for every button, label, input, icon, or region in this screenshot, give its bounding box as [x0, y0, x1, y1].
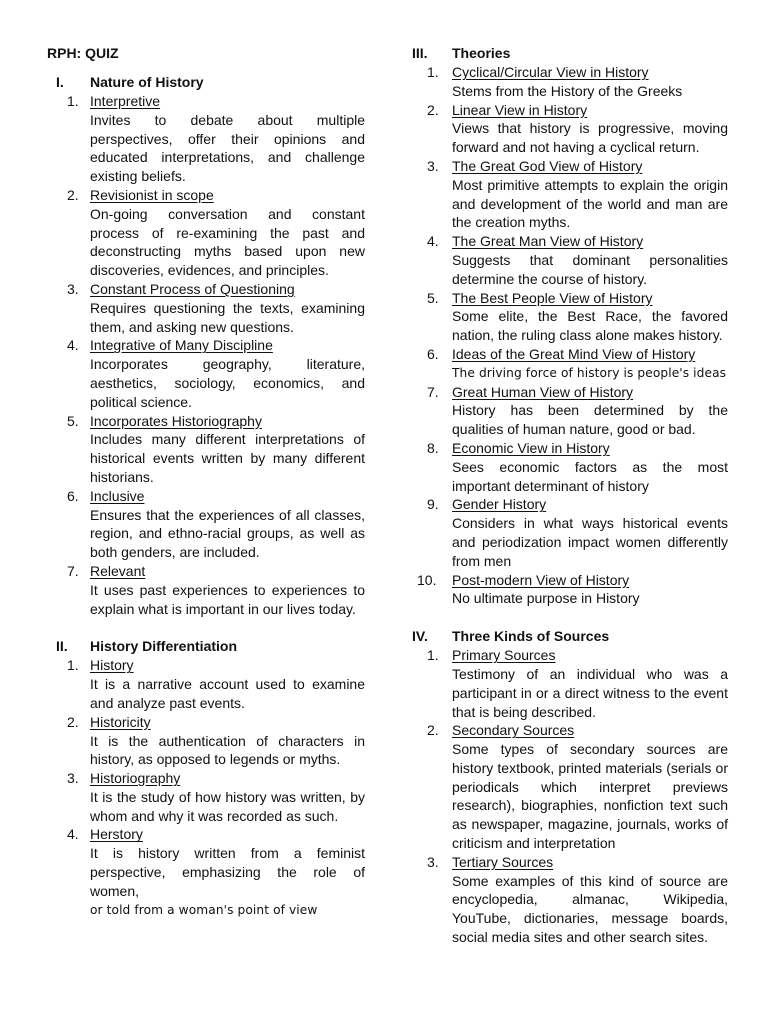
- section: [412, 627, 728, 947]
- item-description: Sees economic factors as the most important determinant of history: [452, 458, 728, 494]
- item-description: It is history written from a feminist perspective, emphasizing the role of women,: [90, 845, 365, 899]
- list-item: [47, 562, 365, 618]
- item-description: It is the study of how history was written, by whom and why it was recorded as such.: [90, 788, 365, 824]
- item-title: Linear View in History: [452, 101, 588, 118]
- item-description: No ultimate purpose in History: [452, 590, 640, 607]
- item-title: Revisionist in scope: [90, 186, 214, 203]
- section-heading: [412, 44, 728, 63]
- item-title: Incorporates Historiography: [90, 412, 262, 429]
- item-title: Integrative of Many Discipline: [90, 337, 273, 354]
- item-number: 1.: [67, 93, 79, 109]
- item-title: Ideas of the Great Mind View of History: [452, 345, 696, 362]
- item-title: The Great Man View of History: [452, 233, 644, 250]
- section-numeral: II.: [56, 638, 68, 655]
- item-description: Invites to debate about multiple perspectives, offer their opinions and educated interpretations, and challenge existing beliefs.: [90, 111, 365, 185]
- item-description: It uses past experiences to experiences to explain what is important in our lives today.: [90, 581, 365, 617]
- section-heading: [47, 73, 365, 92]
- item-title: Herstory: [90, 826, 143, 843]
- list-item: [412, 853, 728, 947]
- item-description: It is the authentication of characters in history, as opposed to legends or myths.: [90, 732, 365, 768]
- item-description: Ensures that the experiences of all classes, region, and ethno-racial groups, as well as both genders, are included.: [90, 506, 365, 561]
- item-title: Cyclical/Circular View in History: [452, 64, 649, 80]
- item-description: On-going conversation and constant process of re-examining the past and deconstructing myths based upon new discoveries, evidences, and principles.: [90, 205, 365, 279]
- list-item: [412, 646, 728, 721]
- item-number: 6.: [67, 487, 79, 504]
- item-description: Some examples of this kind of source are encyclopedia, almanac, Wikipedia, YouTube, dictionaries, message boards, social media sites and other search sites.: [452, 872, 728, 946]
- item-number: 4.: [427, 233, 439, 250]
- item-number: 7.: [67, 562, 79, 579]
- item-number: 3.: [67, 770, 79, 787]
- item-title: Primary Sources: [452, 647, 556, 664]
- item-title: The Great God View of History: [452, 157, 643, 174]
- item-title: Historicity: [90, 713, 151, 730]
- list-item: [412, 495, 728, 570]
- item-number: 4.: [67, 337, 79, 354]
- item-description: Views that history is progressive, moving forward and not having a cyclical return.: [452, 120, 728, 156]
- item-title: The Best People View of History: [452, 289, 653, 306]
- list-item: [47, 656, 365, 712]
- item-number: 10.: [417, 571, 437, 588]
- item-number: 4.: [67, 826, 79, 843]
- item-title: Constant Process of Questioning: [90, 280, 295, 297]
- item-description: Suggests that dominant personalities determine the course of history.: [452, 251, 728, 287]
- item-description: Some types of secondary sources are history textbook, printed materials (serials or periodicals which interpret previews research), biographies, nonfiction text such as newspaper, magazine, journals, works of criticism and interpretation: [452, 741, 728, 852]
- list-item: [412, 345, 728, 383]
- left-column: [47, 44, 365, 938]
- document-title: RPH: QUIZ: [47, 45, 119, 61]
- list-item: [47, 412, 365, 487]
- item-title: Historiography: [90, 770, 181, 787]
- item-title: Secondary Sources: [452, 722, 575, 739]
- item-number: 8.: [427, 439, 439, 456]
- section-heading-text: Nature of History: [90, 74, 204, 90]
- item-description: Includes many different interpretations of historical events written by many different historians.: [90, 431, 365, 485]
- item-title: Post-modern View of History: [452, 571, 630, 588]
- item-number: 7.: [427, 383, 439, 400]
- item-description: Stems from the History of the Greeks: [452, 82, 683, 99]
- item-number: 3.: [427, 157, 439, 174]
- item-number: 9.: [427, 496, 439, 513]
- section-heading: [47, 637, 365, 656]
- item-description: Requires questioning the texts, examining them, and asking new questions.: [90, 299, 365, 335]
- list-item: [412, 289, 728, 345]
- section: [47, 73, 365, 618]
- list-item: [412, 383, 728, 439]
- list-item: [47, 186, 365, 280]
- item-number: 1.: [67, 657, 79, 674]
- left-sections: [47, 73, 365, 919]
- section-numeral: IV.: [412, 628, 428, 645]
- list-item: [412, 157, 728, 232]
- item-title: Great Human View of History: [452, 383, 634, 400]
- list-item: [47, 280, 365, 336]
- list-item: [412, 232, 728, 288]
- item-title: History: [90, 657, 134, 674]
- item-description: Considers in what ways historical events and periodization impact women differently from men: [452, 515, 728, 569]
- item-description-continued: or told from a woman's point of view: [90, 902, 318, 917]
- item-title: Tertiary Sources: [452, 853, 554, 870]
- item-title: Economic View in History: [452, 439, 610, 456]
- item-number: 5.: [67, 412, 79, 429]
- section-numeral: III.: [412, 45, 428, 61]
- item-description: Incorporates geography, literature, aesthetics, sociology, economics, and political science.: [90, 356, 365, 410]
- item-description: It is a narrative account used to examine and analyze past events.: [90, 676, 365, 711]
- list-item: [412, 63, 728, 101]
- section-numeral: I.: [56, 74, 64, 90]
- section: [47, 637, 365, 919]
- section: [412, 44, 728, 608]
- item-number: 6.: [427, 345, 439, 362]
- list-item: [47, 713, 365, 769]
- item-title: Inclusive: [90, 487, 145, 504]
- right-sections: [412, 44, 728, 947]
- item-number: 5.: [427, 289, 439, 306]
- item-description: History has been determined by the qualities of human nature, good or bad.: [452, 402, 728, 438]
- section-heading: [412, 627, 728, 646]
- item-title: Gender History: [452, 496, 547, 513]
- right-column: [412, 44, 728, 966]
- list-item: [412, 439, 728, 495]
- item-number: 2.: [427, 722, 439, 739]
- item-number: 3.: [67, 280, 79, 297]
- list-item: [47, 825, 365, 919]
- item-number: 2.: [67, 713, 79, 730]
- item-description: Most primitive attempts to explain the origin and development of the world and man are the creation myths.: [452, 176, 728, 231]
- list-item: [412, 571, 728, 609]
- item-number: 2.: [67, 186, 79, 203]
- list-item: [412, 721, 728, 853]
- item-description: The driving force of history is people's ideas: [452, 365, 727, 380]
- item-number: 3.: [427, 853, 439, 870]
- section-heading-text: Theories: [452, 45, 511, 61]
- item-number: 1.: [427, 64, 439, 80]
- item-title: Interpretive: [90, 93, 161, 109]
- list-item: [47, 336, 365, 411]
- item-number: 1.: [427, 647, 439, 664]
- list-item: [412, 101, 728, 157]
- list-item: [47, 92, 365, 186]
- section-heading-text: Three Kinds of Sources: [452, 628, 610, 645]
- list-item: [47, 487, 365, 562]
- item-number: 2.: [427, 101, 439, 118]
- item-description: Some elite, the Best Race, the favored nation, the ruling class alone makes history.: [452, 308, 728, 344]
- section-heading-text: History Differentiation: [90, 638, 238, 655]
- list-item: [47, 769, 365, 825]
- item-description: Testimony of an individual who was a participant in or a direct witness to the event that is being described.: [452, 665, 728, 720]
- item-title: Relevant: [90, 562, 146, 579]
